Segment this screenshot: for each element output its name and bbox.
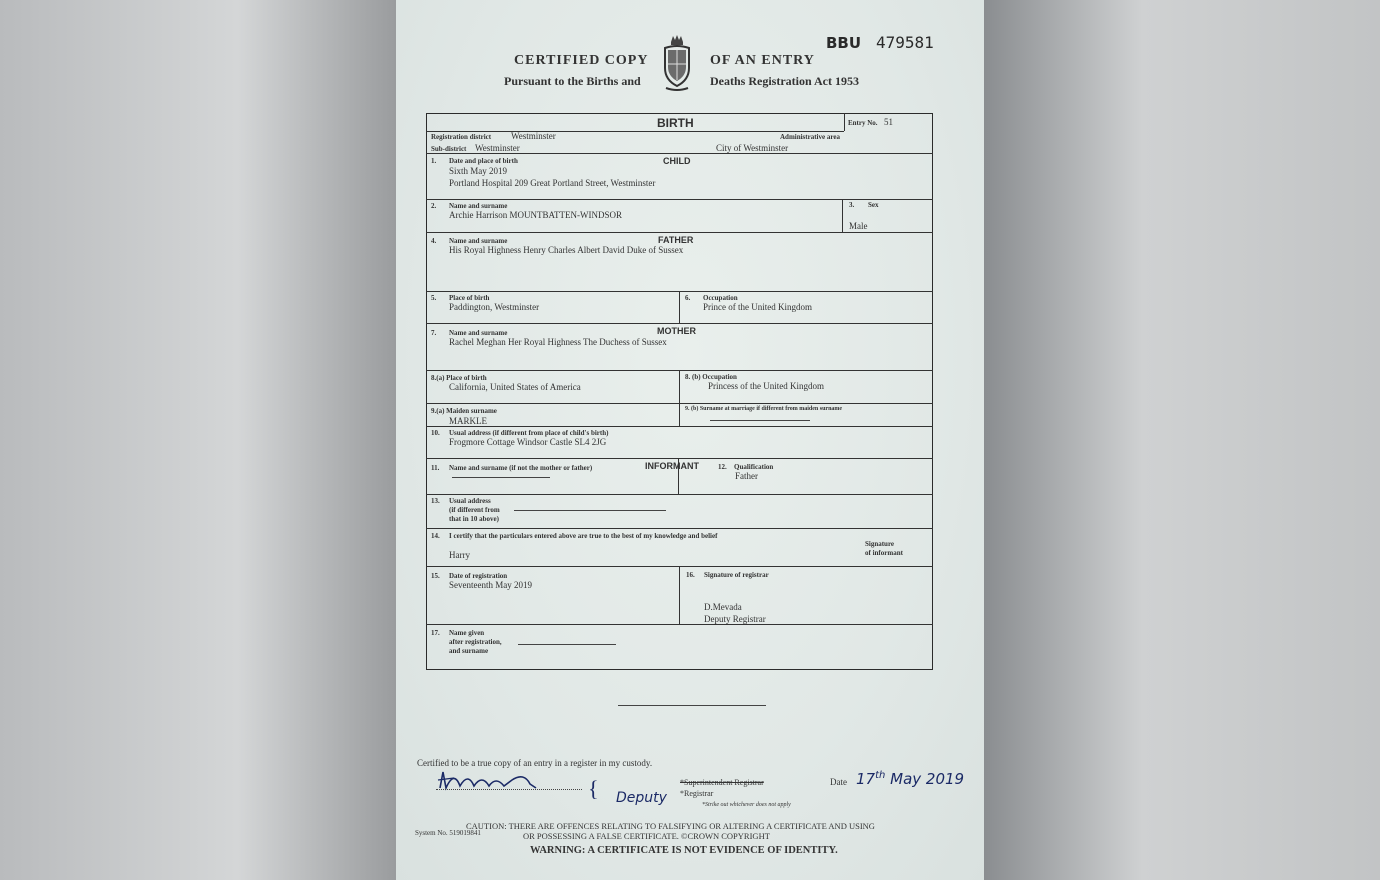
sub-district: Westminster: [475, 143, 520, 153]
background-right: [984, 0, 1380, 880]
field-11-number: 11.: [431, 464, 440, 472]
mother-maiden-surname: MARKLE: [449, 416, 487, 426]
field-4-label: Name and surname: [449, 237, 508, 245]
field-1-number: 1.: [431, 157, 437, 165]
field-14-label: I certify that the particulars entered above are true to the best of my knowledge and belief: [449, 532, 718, 540]
field-13-label-3: that in 10 above): [449, 515, 499, 523]
certified-text: Certified to be a true copy of an entry in a register in my custody.: [417, 758, 653, 768]
header-right-line1: OF AN ENTRY: [710, 53, 815, 68]
caution-line-1: CAUTION: THERE ARE OFFENCES RELATING TO FALSIFYING OR ALTERING A CERTIFICATE AND USING: [466, 821, 875, 831]
superintendent-registrar: *Superintendent Registrar: [680, 778, 764, 787]
warning-text: WARNING: A CERTIFICATE IS NOT EVIDENCE OF IDENTITY.: [530, 845, 838, 856]
field-7-number: 7.: [431, 329, 437, 337]
field-5-number: 5.: [431, 294, 437, 302]
entry-no-label: Entry No.: [848, 119, 878, 127]
field-17-label-2: after registration,: [449, 638, 502, 646]
birth-title: BIRTH: [657, 116, 694, 130]
field-6-number: 6.: [685, 294, 691, 302]
header-left-line1: CERTIFIED COPY: [514, 53, 649, 68]
child-name: Archie Harrison MOUNTBATTEN-WINDSOR: [449, 210, 622, 220]
field-7-label: Name and surname: [449, 329, 508, 337]
field-4-number: 4.: [431, 237, 437, 245]
father-section-title: FATHER: [658, 235, 694, 245]
registrar-title: Deputy Registrar: [704, 614, 766, 624]
handwritten-deputy: Deputy: [616, 790, 667, 806]
registrar-option: *Registrar: [680, 789, 714, 798]
field-17-label-1: Name given: [449, 629, 485, 637]
child-sex: Male: [849, 221, 868, 231]
mother-section-title: MOTHER: [657, 326, 696, 336]
child-place-of-birth: Portland Hospital 209 Great Portland Street, Westminster: [449, 178, 656, 188]
mother-place-of-birth: California, United States of America: [449, 382, 581, 392]
brace-mark: {: [588, 776, 599, 801]
administrative-area-label: Administrative area: [780, 133, 840, 141]
field-11-label: Name and surname (if not the mother or father): [449, 464, 593, 472]
field-1-label: Date and place of birth: [449, 157, 518, 165]
header-left-line2: Pursuant to the Births and: [504, 74, 641, 88]
father-occupation: Prince of the United Kingdom: [703, 302, 812, 312]
date-rest: May 2019: [890, 770, 965, 788]
child-date-of-birth: Sixth May 2019: [449, 166, 508, 176]
field-13-label-2: (if different from: [449, 506, 500, 514]
serial-number: 479581: [876, 33, 934, 52]
registrar-name: D.Mevada: [704, 602, 742, 612]
registration-date: Seventeenth May 2019: [449, 580, 532, 590]
sub-district-label: Sub-district: [431, 145, 467, 153]
field-6-label: Occupation: [703, 294, 738, 302]
signature-line: [436, 789, 582, 790]
administrative-area: City of Westminster: [716, 143, 789, 153]
field-14-number: 14.: [431, 532, 440, 540]
field-13-blank: [514, 510, 666, 511]
mother-occupation: Princess of the United Kingdom: [708, 381, 824, 391]
mother-name: Rachel Meghan Her Royal Highness The Duchess of Sussex: [449, 337, 667, 347]
field-15-label: Date of registration: [449, 572, 508, 580]
informant-section-title: INFORMANT: [645, 461, 699, 471]
field-2-number: 2.: [431, 202, 437, 210]
child-section-title: CHILD: [663, 156, 691, 166]
serial-prefix: BBU: [826, 34, 862, 52]
informant-signature-label-2: of informant: [865, 549, 903, 557]
field-5-label: Place of birth: [449, 294, 490, 302]
field-9a-label: 9.(a) Maiden surname: [431, 407, 497, 415]
field-3-label: Sex: [868, 201, 879, 209]
field-13-number: 13.: [431, 497, 440, 505]
entry-no: 51: [884, 117, 893, 127]
field-9b-label: 9. (b) Surname at marriage if different from maiden surname: [685, 406, 843, 412]
registration-district-label: Registration district: [431, 133, 492, 141]
handwritten-date: [856, 770, 964, 788]
field-11-blank: [452, 477, 550, 478]
strike-note: *Strike out whichever does not apply: [702, 802, 791, 808]
field-2-label: Name and surname: [449, 202, 508, 210]
father-name: His Royal Highness Henry Charles Albert David Duke of Sussex: [449, 245, 684, 255]
informant-signature: Harry: [449, 550, 470, 560]
caution-line-2: OR POSSESSING A FALSE CERTIFICATE. ©CROWN COPYRIGHT: [523, 831, 770, 841]
date-suffix: th: [875, 770, 886, 781]
field-10-number: 10.: [431, 429, 440, 437]
date-day: 17: [856, 770, 876, 788]
informant-qualification: Father: [735, 471, 758, 481]
system-number: System No. 519019841: [415, 829, 481, 837]
background-left: [0, 0, 396, 880]
field-3-number: 3.: [849, 201, 855, 209]
field-8b-label: 8. (b) Occupation: [685, 373, 737, 381]
field-12-label: Qualification: [734, 463, 774, 471]
royal-coat-of-arms-icon: [660, 34, 694, 94]
mother-usual-address: Frogmore Cottage Windsor Castle SL4 2JG: [449, 437, 607, 447]
header-right-line2: Deaths Registration Act 1953: [710, 74, 859, 88]
field-16-number: 16.: [686, 571, 695, 579]
informant-signature-label-1: Signature: [865, 540, 895, 548]
separator-line: [618, 705, 766, 706]
field-10-label: Usual address (if different from place of child's birth): [449, 429, 609, 437]
field-17-blank: [518, 644, 616, 645]
field-12-number: 12.: [718, 463, 727, 471]
field-13-label-1: Usual address: [449, 497, 491, 505]
field-17-label-3: and surname: [449, 647, 489, 655]
date-label: Date: [830, 777, 847, 787]
field-17-number: 17.: [431, 629, 440, 637]
father-place-of-birth: Paddington, Westminster: [449, 302, 540, 312]
field-15-number: 15.: [431, 572, 440, 580]
field-8a-label: 8.(a) Place of birth: [431, 374, 487, 382]
registration-district: Westminster: [511, 131, 556, 141]
certificate-page: [396, 0, 984, 880]
field-9b-blank: [710, 420, 810, 421]
field-16-label: Signature of registrar: [704, 571, 769, 579]
